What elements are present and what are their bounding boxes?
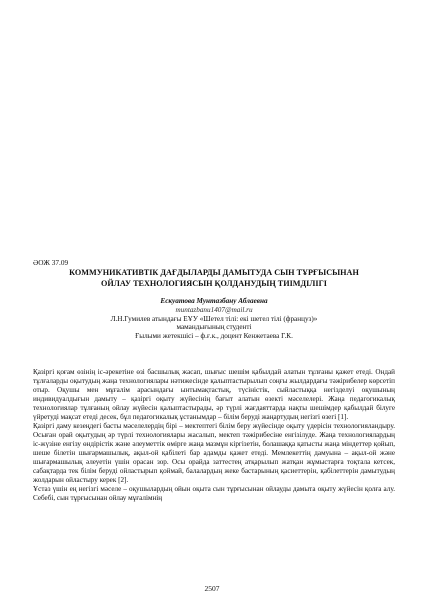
title-line-1: КОММУНИКАТИВТІК ДАҒДЫЛАРДЫ ДАМЫТУДА СЫН ТҰРҒЫСЫНАН [69,268,359,277]
article-title [33,268,395,289]
author-email[interactable]: muntazbanu1407@mail.ru [175,305,253,314]
author-affiliation: Л.Н.Гумилев атындағы ЕҰУ «Шетел тілі: екі шетел тілі (француз)» [110,314,318,323]
author-name: Ескуатова Мунтазбану Аблаевна [160,297,268,305]
title-line-2: ОЙЛАУ ТЕХНОЛОГИЯСЫН ҚОЛДАНУДЫҢ ТИІМДІЛІГІ [100,278,327,288]
author-block [33,297,395,341]
paragraph: Қазіргі даму кезеңдегі басты мәселелердің бірі – мектептегі білім беру жүйесінде оқыту үдерісін технологияландыру. Осыған орай оқытудың әр түрлі технологиялары жасалып, мектеп тәжірибесіне енгізілуде. Жаңа технологиялардың іс-жүзіне енгізу өндірістік және әлеуметтік өмірге жаңа мазмұн кіргізетін, болашаққа қатысты жаңа міндеттер қойып, шеше білетін шығармашылық, ақыл-ой қабілеті бар адамды қажет етеді. Мемлекеттің дамуына – ақыл-ой және шығармашылық әлеуетін үшін орасан зор. Осы орайда заттестең атқарылып жатқан жұмыстарға тоқтала кетсек, сабақтарда тек білім беруді ойластырып қоймай, балалардың жеке бастарының қасиеттерін, қабілеттерін дамытудың жолдарын ойластыру керек [2]. [33,422,395,484]
udk-code: ӘОЖ 37.09 [33,258,69,267]
paragraph: Қазіргі қоғам өзінің іс-әрекетіне өзі басшылық жасап, шығыс шешім қабылдай алатын тұлғаны қажет етеді. Ондай тұлғаларды оқытудың жаңа технологиялары нәтижесінде қалыптастырылып соңғы жылдардағы тәжірибелер көрсетіп отыр. Оқушы мен мұғалім арасындағы ынтымақтастық, түсіністік, сыйластыққа негізделуі оқушының индивидуалдығын дамыту – қазіргі оқыту жүйесінің бағыт алатын өзекті мәселелері. Жаңа педагогикалық технологиялар тұлғаның ойлау жүйесін қалыптастырады, әр түрлі жағдаяттарда нақты шешімдер қабылдай білуге үйретуді мақсат етеді десек, бұл педагогикалық ұстанымдар – білім беруді жаңартудың негізгі өзегі [1]. [33,368,395,421]
paragraph: Ұстаз үшін ең негізгі мәселе – оқушылардың ойын оқыта сын тұрғысынан ойлауды дамыта оқыту жүйесін қолға алу. Себебі, сын тұрғысынан ойлау мұғалімнің [33,485,395,502]
page-number: 2507 [204,584,220,593]
author-status: мамандығының студенті [176,323,252,332]
supervisor: Ғылыми жетекшісі – ф.ғ.к., доцент Кенжетаева Г.К. [135,332,293,341]
article-body [33,368,395,503]
